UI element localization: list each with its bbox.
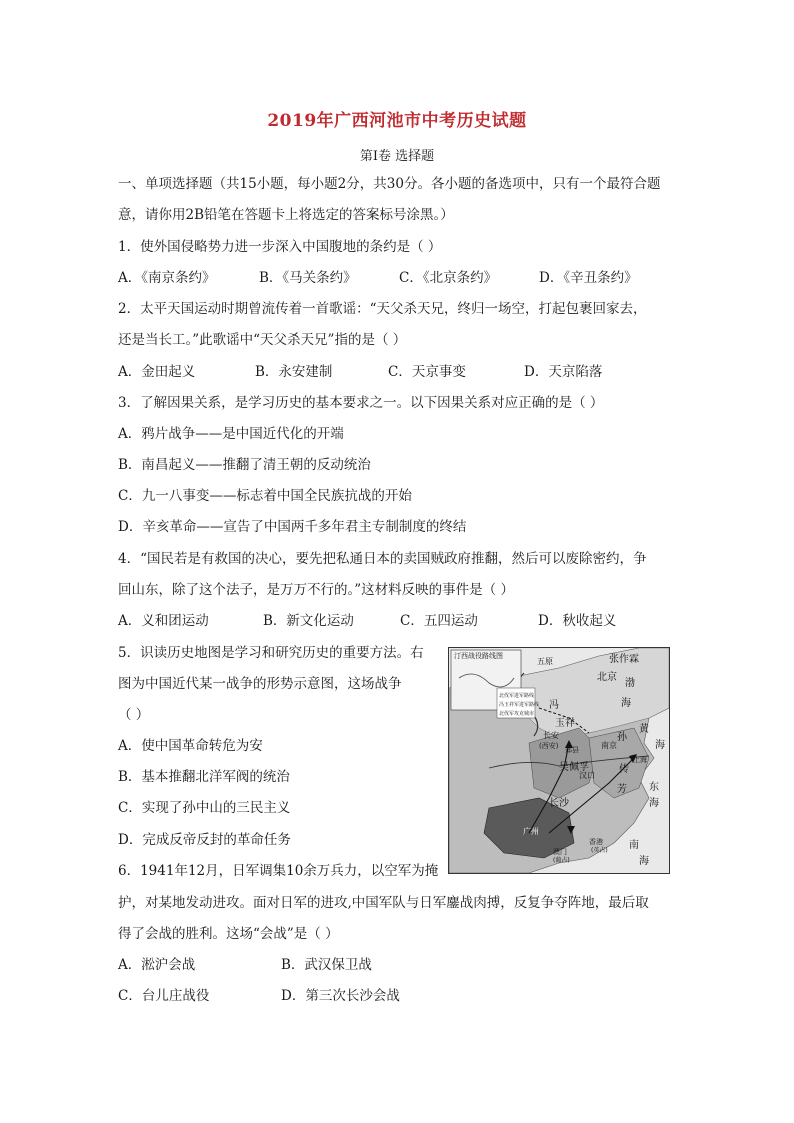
map-label-xian: (西安) [539, 742, 559, 750]
map-label-aomen: 澳门 [553, 848, 567, 856]
northern-expedition-map [448, 647, 670, 874]
q1-option-d[interactable]: D．《辛丑条约》 [539, 270, 638, 286]
q1-option-b[interactable]: B．《马关条约》 [259, 270, 357, 286]
q5-stem-line-1: 5．识读历史地图是学习和研究历史的重要方法。右 [118, 645, 424, 661]
map-legend-3: 北伐军攻克城市 [499, 711, 535, 717]
map-label-sun: 孙 [617, 732, 627, 743]
q1-stem: 1．使外国侵略势力进一步深入中国腹地的条约是（ ） [118, 239, 442, 255]
q3-option-c[interactable]: C．九一八事变——标志着中国全民族抗战的开始 [118, 488, 412, 504]
map-label-nanhai: 海 [639, 856, 649, 867]
q2-option-d[interactable]: D．天京陷落 [524, 364, 603, 380]
q3-option-a[interactable]: A．鸦片战争——是中国近代化的开端 [118, 426, 344, 442]
q2-stem-line-2: 还是当长工。”此歌谣中“天父杀天兄”指的是（ ） [118, 332, 407, 348]
q4-option-b[interactable]: B．新文化运动 [263, 613, 354, 629]
map-label-dong: 东 [649, 782, 659, 793]
q5-option-c[interactable]: C．实现了孙中山的三民主义 [118, 800, 291, 816]
q6-option-a[interactable]: A．淞沪会战 [118, 957, 196, 973]
map-label-fang: 芳 [617, 784, 627, 795]
q5-stem-line-3: （ ） [118, 707, 150, 723]
q2-stem-line-1: 2．太平天国运动时期曾流传着一首歌谣：“天父杀天兄，终归一场空，打起包裹回家去， [118, 301, 647, 317]
q4-option-c[interactable]: C．五四运动 [400, 613, 478, 629]
q6-stem-line-3: 得了会战的胜利。这场“会战”是（ ） [118, 926, 339, 942]
map-label-wupeifu: 吴佩孚 [559, 762, 589, 773]
map-label-hankou: 汉口 [579, 771, 595, 780]
map-label-wuyuan: 五原 [537, 657, 553, 666]
map-legend-1: 北伐军进军路线 [499, 693, 535, 699]
map-label-yuxiang: 玉祥 [555, 718, 575, 729]
map-label-nanjing: 南京 [601, 741, 617, 750]
map-label-changan: 长安 [543, 731, 559, 740]
q6-option-c[interactable]: C．台儿庄战役 [118, 988, 210, 1004]
map-label-chuan: 传 [619, 764, 629, 775]
q6-option-b[interactable]: B．武汉保卫战 [281, 957, 372, 973]
q5-option-a[interactable]: A．使中国革命转危为安 [118, 738, 263, 754]
q4-option-d[interactable]: D．秋收起义 [538, 613, 617, 629]
q3-option-d[interactable]: D．辛亥革命——宣告了中国两千多年君主专制制度的终结 [118, 519, 467, 535]
map-label-yingzhan: (英占) [591, 847, 608, 854]
q2-option-a[interactable]: A．金田起义 [118, 364, 196, 380]
map-label-huanghai: 海 [655, 740, 665, 751]
map-label-hai: 海 [621, 698, 631, 709]
map-label-donghai: 海 [649, 798, 659, 809]
instructions-line-1: 一、单项选择题（共15小题，每小题2分，共30分。各小题的备选项中，只有一个最符合题 [118, 176, 661, 192]
q4-option-a[interactable]: A．义和团运动 [118, 613, 209, 629]
q2-option-c[interactable]: C．天京事变 [388, 364, 466, 380]
q5-option-d[interactable]: D．完成反帝反封的革命任务 [118, 832, 291, 848]
map-legend-2: 冯玉祥军进军路线 [499, 702, 540, 708]
q6-option-d[interactable]: D．第三次长沙会战 [281, 988, 400, 1004]
q2-option-b[interactable]: B．永安建制 [255, 364, 333, 380]
q1-option-c[interactable]: C．《北京条约》 [399, 270, 498, 286]
map-label-guangzhou: 广州 [523, 827, 539, 836]
q3-option-b[interactable]: B．南昌起义——推翻了清王朝的反动统治 [118, 457, 371, 473]
map-label-feng: 冯 [549, 700, 559, 711]
q6-stem-line-1: 6．1941年12月，日军调集10余万兵力，以空军为掩 [118, 863, 439, 879]
map-label-shanghai: 上海 [633, 756, 647, 764]
q6-stem-line-2: 护，对某地发动进攻。面对日军的进攻,中国军队与日军鏖战肉搏，反复争夺阵地，最后取 [118, 895, 649, 911]
q3-stem: 3．了解因果关系，是学习历史的基本要求之一。以下因果关系对应正确的是（ ） [118, 395, 604, 411]
section-title: 第Ⅰ卷 选择题 [359, 149, 435, 164]
map-label-huang: 黄 [639, 724, 649, 735]
map-svg [449, 648, 669, 873]
q4-stem-line-1: 4．“国民若是有救国的决心，要先把私通日本的卖国贼政府推翻，然后可以废除密约，争 [118, 551, 647, 567]
map-label-zhangzuolin: 张作霖 [609, 654, 639, 665]
q4-stem-line-2: 回山东，除了这个法子，是万万不行的。”这材料反映的事件是（ ） [118, 582, 514, 598]
page-title: 2019年广西河池市中考历史试题 [267, 111, 527, 131]
map-inset-title: 汀西战役路线图 [454, 652, 503, 660]
q5-option-b[interactable]: B．基本推翻北洋军阀的统治 [118, 769, 290, 785]
q1-option-a[interactable]: A．《南京条约》 [118, 270, 216, 286]
map-label-zhengzhou: 郑县 [565, 746, 579, 754]
q5-stem-line-2: 图为中国近代某一战争的形势示意图，这场战争 [118, 676, 402, 692]
map-label-beijing: 北京 [597, 672, 617, 683]
map-label-puzhan: (葡占) [553, 857, 570, 864]
map-label-xianggang: 香港 [589, 838, 603, 846]
map-label-bohai: 渤 [625, 678, 635, 689]
instructions-line-2: 意，请你用2B铅笔在答题卡上将选定的答案标号涂黑。） [118, 207, 454, 223]
map-label-nan: 南 [629, 840, 639, 851]
map-label-changsha: 长沙 [549, 798, 569, 809]
